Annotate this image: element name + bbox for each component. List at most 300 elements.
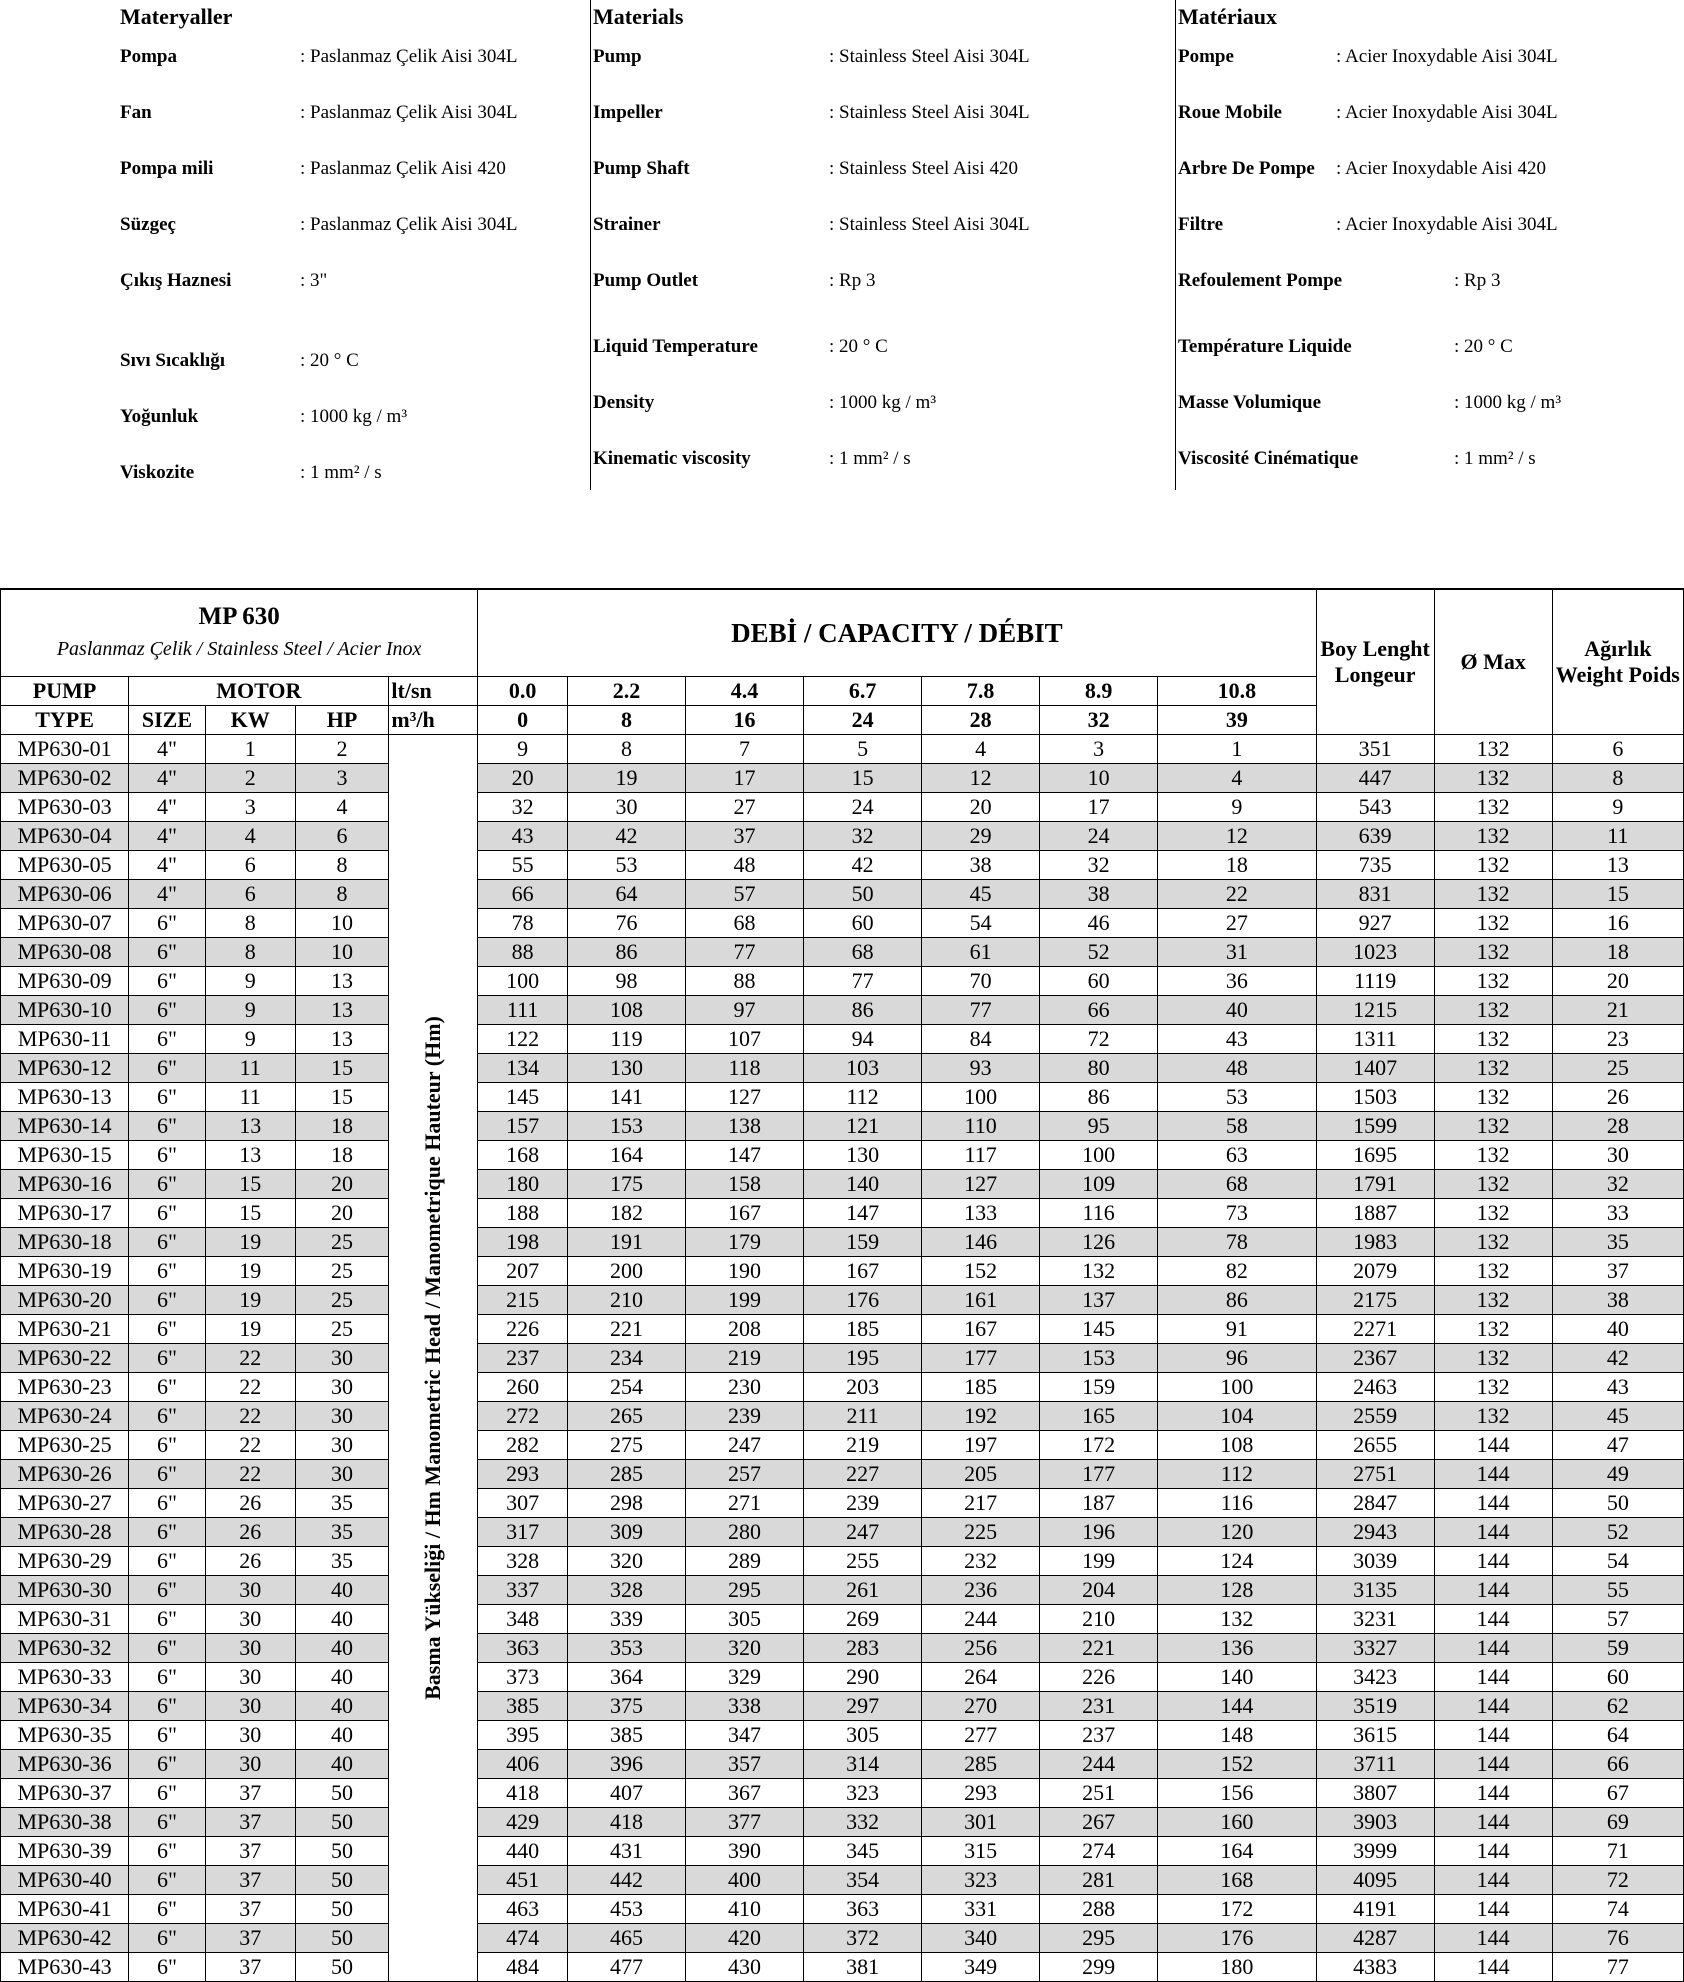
- flow-m3h-2: 16: [686, 706, 804, 735]
- head-q6-cell: 86: [1158, 1286, 1316, 1315]
- pump-type-cell: MP630-01: [1, 735, 129, 764]
- head-q5-cell: 66: [1040, 996, 1158, 1025]
- weight-cell: 38: [1552, 1286, 1683, 1315]
- diameter-max-cell: 144: [1434, 1779, 1552, 1808]
- head-q0-cell: 282: [478, 1431, 568, 1460]
- head-q4-cell: 315: [922, 1837, 1040, 1866]
- motor-size-cell: 6": [129, 1953, 206, 1982]
- motor-hp-cell: 8: [295, 851, 389, 880]
- head-q2-cell: 305: [686, 1605, 804, 1634]
- head-q4-cell: 197: [922, 1431, 1040, 1460]
- motor-hp-cell: 50: [295, 1924, 389, 1953]
- head-q3-cell: 5: [804, 735, 922, 764]
- length-cell: 1119: [1316, 967, 1434, 996]
- head-q0-cell: 66: [478, 880, 568, 909]
- head-q3-cell: 140: [804, 1170, 922, 1199]
- motor-size-cell: 6": [129, 1054, 206, 1083]
- table-row: [1, 764, 1684, 793]
- table-row: [1, 880, 1684, 909]
- head-q0-cell: 198: [478, 1228, 568, 1257]
- table-row: [1, 822, 1684, 851]
- length-cell: 1215: [1316, 996, 1434, 1025]
- head-q4-cell: 54: [922, 909, 1040, 938]
- head-q1-cell: 86: [568, 938, 686, 967]
- motor-hp-cell: 18: [295, 1112, 389, 1141]
- head-q6-cell: 148: [1158, 1721, 1316, 1750]
- length-cell: 639: [1316, 822, 1434, 851]
- head-q4-cell: 277: [922, 1721, 1040, 1750]
- table-row: [1, 1141, 1684, 1170]
- motor-hp-cell: 35: [295, 1489, 389, 1518]
- length-cell: 3423: [1316, 1663, 1434, 1692]
- head-q2-cell: 430: [686, 1953, 804, 1982]
- head-q5-cell: 24: [1040, 822, 1158, 851]
- motor-hp-cell: 30: [295, 1431, 389, 1460]
- diameter-max-cell: 132: [1434, 764, 1552, 793]
- head-q2-cell: 247: [686, 1431, 804, 1460]
- table-row: [1, 1576, 1684, 1605]
- motor-size-cell: 6": [129, 1779, 206, 1808]
- material-row: [120, 102, 518, 124]
- diameter-max-cell: 144: [1434, 1750, 1552, 1779]
- head-q1-cell: 442: [568, 1866, 686, 1895]
- material-label: Viskozite: [120, 462, 195, 483]
- head-q2-cell: 107: [686, 1025, 804, 1054]
- motor-size-cell: 6": [129, 1170, 206, 1199]
- table-row: [1, 1431, 1684, 1460]
- head-q6-cell: 116: [1158, 1489, 1316, 1518]
- pump-type-cell: MP630-39: [1, 1837, 129, 1866]
- diameter-max-cell: 144: [1434, 1431, 1552, 1460]
- head-q0-cell: 168: [478, 1141, 568, 1170]
- head-q1-cell: 407: [568, 1779, 686, 1808]
- material-label: Viscosité Cinématique: [1178, 448, 1359, 469]
- head-q5-cell: 3: [1040, 735, 1158, 764]
- materials-french: [1175, 0, 1684, 490]
- head-q3-cell: 345: [804, 1837, 922, 1866]
- table-row: [1, 1518, 1684, 1547]
- head-q0-cell: 418: [478, 1779, 568, 1808]
- motor-kw-cell: 11: [205, 1083, 295, 1112]
- pump-type-cell: MP630-26: [1, 1460, 129, 1489]
- weight-cell: 43: [1552, 1373, 1683, 1402]
- motor-hp-cell: 40: [295, 1721, 389, 1750]
- head-q1-cell: 254: [568, 1373, 686, 1402]
- motor-hp-cell: 40: [295, 1634, 389, 1663]
- material-row: [1178, 448, 1536, 470]
- head-q6-cell: 27: [1158, 909, 1316, 938]
- motor-size-cell: 6": [129, 1112, 206, 1141]
- pump-type-cell: MP630-34: [1, 1692, 129, 1721]
- diameter-max-cell: 132: [1434, 1112, 1552, 1141]
- material-label: Fan: [120, 102, 152, 123]
- pump-type-cell: MP630-15: [1, 1141, 129, 1170]
- pump-type-cell: MP630-11: [1, 1025, 129, 1054]
- weight-cell: 52: [1552, 1518, 1683, 1547]
- motor-kw-cell: 1: [205, 735, 295, 764]
- head-axis-label-cell: [389, 735, 478, 1982]
- flow-lts-6: 10.8: [1158, 677, 1316, 706]
- length-header: Boy Lenght Longeur: [1316, 589, 1434, 735]
- material-row: [1178, 158, 1547, 180]
- motor-kw-cell: 37: [205, 1953, 295, 1982]
- motor-kw-cell: 22: [205, 1402, 295, 1431]
- head-q6-cell: 82: [1158, 1257, 1316, 1286]
- head-q3-cell: 50: [804, 880, 922, 909]
- head-q5-cell: 52: [1040, 938, 1158, 967]
- length-cell: 2559: [1316, 1402, 1434, 1431]
- head-q3-cell: 372: [804, 1924, 922, 1953]
- head-q3-cell: 176: [804, 1286, 922, 1315]
- material-row: [120, 350, 359, 372]
- head-q3-cell: 147: [804, 1199, 922, 1228]
- diameter-max-cell: 132: [1434, 1054, 1552, 1083]
- material-value: : 1000 kg / m³: [300, 406, 408, 427]
- material-row: [1178, 214, 1558, 236]
- motor-size-cell: 6": [129, 1663, 206, 1692]
- head-q5-cell: 80: [1040, 1054, 1158, 1083]
- head-q1-cell: 364: [568, 1663, 686, 1692]
- head-q4-cell: 225: [922, 1518, 1040, 1547]
- material-label: Impeller: [593, 102, 663, 123]
- motor-header: MOTOR: [129, 677, 389, 706]
- model-title: MP 630: [198, 603, 280, 630]
- diameter-max-cell: 132: [1434, 996, 1552, 1025]
- weight-cell: 8: [1552, 764, 1683, 793]
- motor-hp-cell: 20: [295, 1199, 389, 1228]
- motor-size-cell: 6": [129, 1344, 206, 1373]
- material-row: [120, 46, 518, 68]
- weight-cell: 33: [1552, 1199, 1683, 1228]
- weight-cell: 74: [1552, 1895, 1683, 1924]
- head-q5-cell: 244: [1040, 1750, 1158, 1779]
- head-q1-cell: 8: [568, 735, 686, 764]
- head-q3-cell: 227: [804, 1460, 922, 1489]
- material-label: Masse Volumique: [1178, 392, 1322, 413]
- motor-size-cell: 6": [129, 1576, 206, 1605]
- head-q4-cell: 185: [922, 1373, 1040, 1402]
- motor-kw-cell: 37: [205, 1837, 295, 1866]
- materials-heading: Materials: [593, 4, 684, 29]
- diameter-header: Ø Max: [1434, 589, 1552, 735]
- motor-hp-cell: 10: [295, 938, 389, 967]
- head-q1-cell: 465: [568, 1924, 686, 1953]
- head-q6-cell: 112: [1158, 1460, 1316, 1489]
- motor-hp-cell: 30: [295, 1373, 389, 1402]
- motor-hp-cell: 25: [295, 1286, 389, 1315]
- head-q0-cell: 88: [478, 938, 568, 967]
- pump-type-header: PUMP: [1, 677, 129, 706]
- diameter-max-cell: 132: [1434, 1170, 1552, 1199]
- diameter-max-cell: 132: [1434, 1141, 1552, 1170]
- length-cell: 2367: [1316, 1344, 1434, 1373]
- head-q4-cell: 192: [922, 1402, 1040, 1431]
- head-q2-cell: 329: [686, 1663, 804, 1692]
- motor-kw-cell: 15: [205, 1199, 295, 1228]
- material-value: : Paslanmaz Çelik Aisi 304L: [300, 214, 518, 235]
- diameter-max-cell: 132: [1434, 909, 1552, 938]
- head-q5-cell: 177: [1040, 1460, 1158, 1489]
- head-q1-cell: 42: [568, 822, 686, 851]
- pump-type-cell: MP630-08: [1, 938, 129, 967]
- head-q1-cell: 191: [568, 1228, 686, 1257]
- head-q5-cell: 95: [1040, 1112, 1158, 1141]
- unit-m3h: m³/h: [389, 706, 478, 735]
- head-q4-cell: 152: [922, 1257, 1040, 1286]
- head-q1-cell: 119: [568, 1025, 686, 1054]
- material-value: : Stainless Steel Aisi 304L: [829, 214, 1030, 235]
- head-q3-cell: 219: [804, 1431, 922, 1460]
- pump-type-cell: MP630-42: [1, 1924, 129, 1953]
- head-q1-cell: 200: [568, 1257, 686, 1286]
- head-q1-cell: 339: [568, 1605, 686, 1634]
- head-q1-cell: 385: [568, 1721, 686, 1750]
- weight-cell: 26: [1552, 1083, 1683, 1112]
- motor-hp-cell: 13: [295, 1025, 389, 1054]
- diameter-max-cell: 144: [1434, 1721, 1552, 1750]
- pump-type-cell: MP630-30: [1, 1576, 129, 1605]
- head-q6-cell: 152: [1158, 1750, 1316, 1779]
- head-q1-cell: 328: [568, 1576, 686, 1605]
- weight-cell: 28: [1552, 1112, 1683, 1141]
- length-cell: 1023: [1316, 938, 1434, 967]
- material-label: Pompa: [120, 46, 177, 67]
- motor-kw-cell: 37: [205, 1924, 295, 1953]
- material-row: [1178, 392, 1562, 414]
- material-label: Pompa mili: [120, 158, 214, 179]
- weight-cell: 9: [1552, 793, 1683, 822]
- head-q2-cell: 257: [686, 1460, 804, 1489]
- size-header: SIZE: [129, 706, 206, 735]
- material-value: : Stainless Steel Aisi 304L: [829, 102, 1030, 123]
- head-q3-cell: 24: [804, 793, 922, 822]
- table-row: [1, 1170, 1684, 1199]
- weight-cell: 72: [1552, 1866, 1683, 1895]
- pump-type-cell: MP630-35: [1, 1721, 129, 1750]
- motor-hp-cell: 25: [295, 1228, 389, 1257]
- flow-m3h-3: 24: [804, 706, 922, 735]
- head-q1-cell: 234: [568, 1344, 686, 1373]
- diameter-max-cell: 144: [1434, 1605, 1552, 1634]
- head-q1-cell: 477: [568, 1953, 686, 1982]
- head-q3-cell: 68: [804, 938, 922, 967]
- material-value: : 1 mm² / s: [1454, 448, 1536, 469]
- material-label: Süzgeç: [120, 214, 176, 235]
- head-q1-cell: 309: [568, 1518, 686, 1547]
- material-label: Kinematic viscosity: [593, 448, 751, 469]
- head-q2-cell: 37: [686, 822, 804, 851]
- weight-cell: 54: [1552, 1547, 1683, 1576]
- head-q0-cell: 474: [478, 1924, 568, 1953]
- head-q4-cell: 77: [922, 996, 1040, 1025]
- head-q6-cell: 53: [1158, 1083, 1316, 1112]
- table-row: [1, 1054, 1684, 1083]
- material-value: : Acier Inoxydable Aisi 420: [1336, 158, 1547, 179]
- head-q1-cell: 285: [568, 1460, 686, 1489]
- head-q3-cell: 195: [804, 1344, 922, 1373]
- materials-turkish: [118, 0, 588, 490]
- material-label: Çıkış Haznesi: [120, 270, 232, 291]
- head-q2-cell: 289: [686, 1547, 804, 1576]
- head-q6-cell: 18: [1158, 851, 1316, 880]
- head-q4-cell: 117: [922, 1141, 1040, 1170]
- head-q2-cell: 367: [686, 1779, 804, 1808]
- motor-size-cell: 6": [129, 1866, 206, 1895]
- motor-kw-cell: 30: [205, 1750, 295, 1779]
- head-q4-cell: 127: [922, 1170, 1040, 1199]
- head-q0-cell: 463: [478, 1895, 568, 1924]
- motor-kw-cell: 13: [205, 1112, 295, 1141]
- flow-m3h-4: 28: [922, 706, 1040, 735]
- material-row: [593, 158, 1018, 180]
- pump-type-cell: MP630-37: [1, 1779, 129, 1808]
- head-q0-cell: 385: [478, 1692, 568, 1721]
- diameter-max-cell: 132: [1434, 967, 1552, 996]
- head-q0-cell: 406: [478, 1750, 568, 1779]
- head-q3-cell: 42: [804, 851, 922, 880]
- head-q6-cell: 180: [1158, 1953, 1316, 1982]
- head-q2-cell: 410: [686, 1895, 804, 1924]
- head-q1-cell: 221: [568, 1315, 686, 1344]
- motor-kw-cell: 9: [205, 967, 295, 996]
- motor-size-cell: 6": [129, 967, 206, 996]
- table-row: [1, 1779, 1684, 1808]
- head-q6-cell: 22: [1158, 880, 1316, 909]
- pump-type-cell: MP630-29: [1, 1547, 129, 1576]
- head-q0-cell: 157: [478, 1112, 568, 1141]
- table-row: [1, 1344, 1684, 1373]
- weight-cell: 21: [1552, 996, 1683, 1025]
- material-row: [1178, 336, 1513, 358]
- head-q3-cell: 94: [804, 1025, 922, 1054]
- head-q2-cell: 320: [686, 1634, 804, 1663]
- head-q1-cell: 175: [568, 1170, 686, 1199]
- motor-size-cell: 4": [129, 851, 206, 880]
- head-q4-cell: 161: [922, 1286, 1040, 1315]
- head-q0-cell: 134: [478, 1054, 568, 1083]
- flow-lts-1: 2.2: [568, 677, 686, 706]
- head-q0-cell: 348: [478, 1605, 568, 1634]
- pump-type-cell: MP630-07: [1, 909, 129, 938]
- head-q1-cell: 396: [568, 1750, 686, 1779]
- head-q1-cell: 130: [568, 1054, 686, 1083]
- head-q6-cell: 136: [1158, 1634, 1316, 1663]
- head-q6-cell: 36: [1158, 967, 1316, 996]
- table-row: [1, 1315, 1684, 1344]
- head-q6-cell: 108: [1158, 1431, 1316, 1460]
- weight-cell: 76: [1552, 1924, 1683, 1953]
- head-q3-cell: 130: [804, 1141, 922, 1170]
- motor-size-cell: 6": [129, 1025, 206, 1054]
- head-q2-cell: 219: [686, 1344, 804, 1373]
- head-q1-cell: 64: [568, 880, 686, 909]
- flow-m3h-1: 8: [568, 706, 686, 735]
- head-q6-cell: 168: [1158, 1866, 1316, 1895]
- head-q3-cell: 121: [804, 1112, 922, 1141]
- length-cell: 2079: [1316, 1257, 1434, 1286]
- motor-kw-cell: 19: [205, 1228, 295, 1257]
- motor-kw-cell: 37: [205, 1895, 295, 1924]
- weight-cell: 42: [1552, 1344, 1683, 1373]
- head-q3-cell: 363: [804, 1895, 922, 1924]
- motor-size-cell: 6": [129, 1286, 206, 1315]
- motor-hp-cell: 40: [295, 1663, 389, 1692]
- material-label: Liquid Temperature: [593, 336, 758, 357]
- head-q2-cell: 338: [686, 1692, 804, 1721]
- length-cell: 3615: [1316, 1721, 1434, 1750]
- motor-hp-cell: 15: [295, 1054, 389, 1083]
- head-q2-cell: 420: [686, 1924, 804, 1953]
- weight-cell: 37: [1552, 1257, 1683, 1286]
- head-q4-cell: 264: [922, 1663, 1040, 1692]
- table-row: [1, 967, 1684, 996]
- material-row: [120, 158, 506, 180]
- table-row: [1, 1663, 1684, 1692]
- motor-kw-cell: 22: [205, 1460, 295, 1489]
- table-row: [1, 1373, 1684, 1402]
- head-q1-cell: 353: [568, 1634, 686, 1663]
- material-label: Strainer: [593, 214, 661, 235]
- head-q3-cell: 32: [804, 822, 922, 851]
- weight-cell: 62: [1552, 1692, 1683, 1721]
- head-q1-cell: 141: [568, 1083, 686, 1112]
- head-q1-cell: 320: [568, 1547, 686, 1576]
- flow-lts-2: 4.4: [686, 677, 804, 706]
- motor-kw-cell: 19: [205, 1257, 295, 1286]
- diameter-max-cell: 132: [1434, 851, 1552, 880]
- motor-kw-cell: 26: [205, 1489, 295, 1518]
- length-cell: 3039: [1316, 1547, 1434, 1576]
- diameter-max-cell: 132: [1434, 1402, 1552, 1431]
- head-q3-cell: 15: [804, 764, 922, 793]
- pump-type-cell: MP630-17: [1, 1199, 129, 1228]
- weight-cell: 30: [1552, 1141, 1683, 1170]
- length-cell: 1311: [1316, 1025, 1434, 1054]
- material-label: Pompe: [1178, 46, 1234, 67]
- weight-cell: 55: [1552, 1576, 1683, 1605]
- flow-lts-5: 8.9: [1040, 677, 1158, 706]
- head-q5-cell: 210: [1040, 1605, 1158, 1634]
- pump-type-cell: MP630-41: [1, 1895, 129, 1924]
- head-q0-cell: 395: [478, 1721, 568, 1750]
- motor-size-cell: 6": [129, 1924, 206, 1953]
- motor-kw-cell: 13: [205, 1141, 295, 1170]
- head-q4-cell: 331: [922, 1895, 1040, 1924]
- materials-english: [590, 0, 1173, 490]
- length-cell: 3807: [1316, 1779, 1434, 1808]
- head-q4-cell: 100: [922, 1083, 1040, 1112]
- head-q5-cell: 199: [1040, 1547, 1158, 1576]
- head-q5-cell: 237: [1040, 1721, 1158, 1750]
- motor-kw-cell: 30: [205, 1692, 295, 1721]
- head-q4-cell: 270: [922, 1692, 1040, 1721]
- head-q2-cell: 295: [686, 1576, 804, 1605]
- material-row: [120, 406, 408, 428]
- motor-kw-cell: 37: [205, 1779, 295, 1808]
- head-q5-cell: 187: [1040, 1489, 1158, 1518]
- material-label: Pump: [593, 46, 642, 67]
- head-q0-cell: 293: [478, 1460, 568, 1489]
- material-row: [1178, 270, 1501, 292]
- motor-size-cell: 6": [129, 1402, 206, 1431]
- head-q2-cell: 179: [686, 1228, 804, 1257]
- material-label: Température Liquide: [1178, 336, 1352, 357]
- motor-kw-cell: 8: [205, 938, 295, 967]
- diameter-max-cell: 144: [1434, 1489, 1552, 1518]
- weight-cell: 57: [1552, 1605, 1683, 1634]
- weight-cell: 77: [1552, 1953, 1683, 1982]
- pump-type-cell: MP630-25: [1, 1431, 129, 1460]
